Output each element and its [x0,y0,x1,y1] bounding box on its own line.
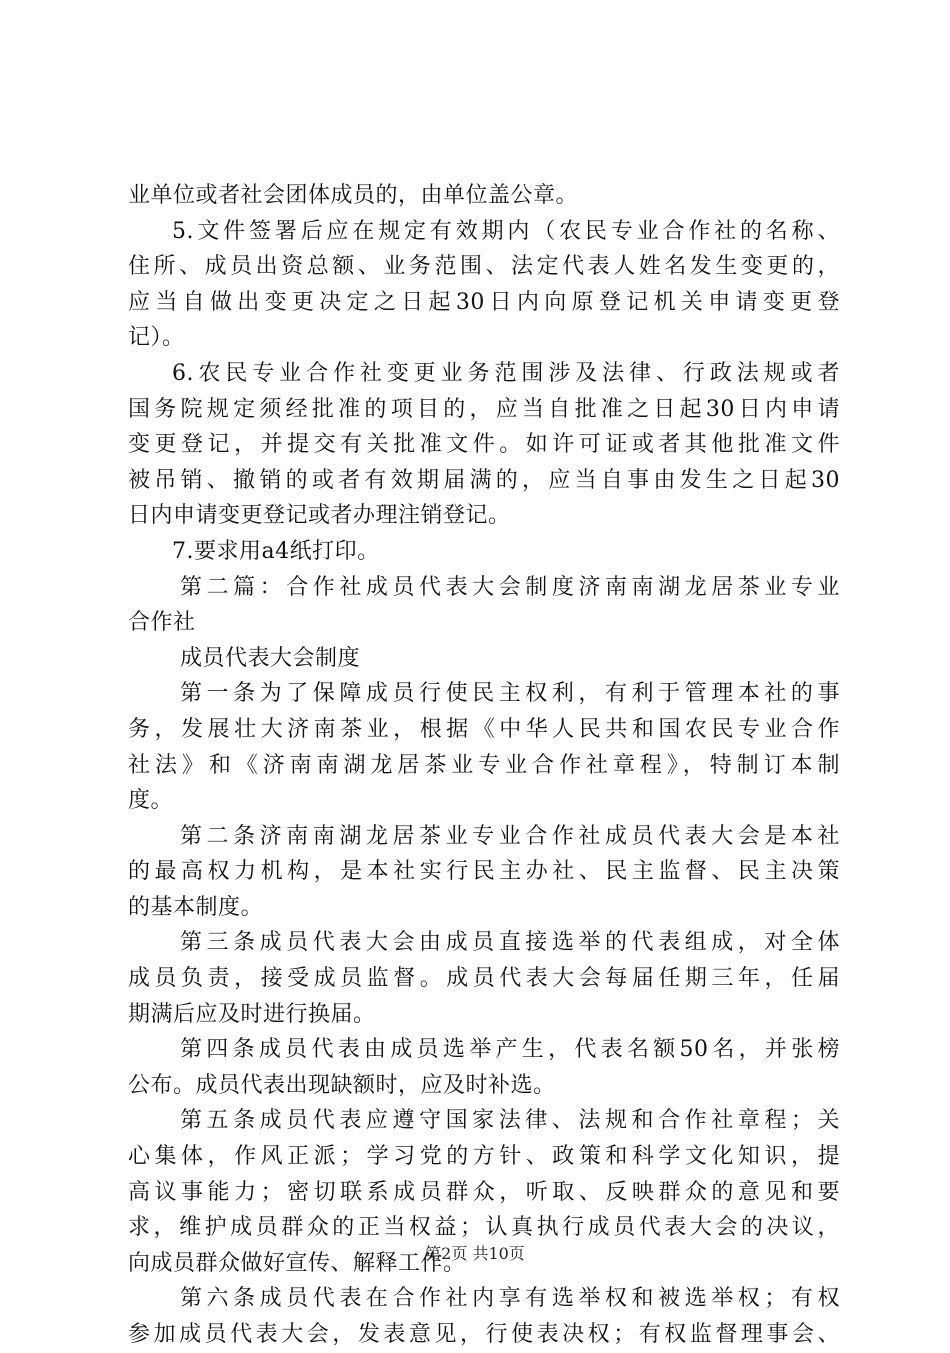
text-line: 国务院规定须经批准的项目的，应当自批准之日起30日内申请 [128,396,840,422]
text-line: 的最高权力机构，是本社实行民主办社、民主监督、民主决策 [128,859,840,885]
text-line: 应当自做出变更决定之日起30日内向原登记机关申请变更登 [128,289,840,315]
text-line: 7.要求用a4纸打印。 [172,538,380,564]
text-line: 业单位或者社会团体成员的，由单位盖公章。 [128,183,579,208]
text-line: 日内申请变更登记或者办理注销登记。 [128,503,511,529]
text-line: 成员负责，接受成员监督。成员代表大会每届任期三年，任届 [128,966,840,992]
text-line: 务，发展壮大济南茶业，根据《中华人民共和国农民专业合作 [128,716,840,742]
text-line: 求，维护成员群众的正当权益；认真执行成员代表大会的决议， [128,1215,840,1241]
text-line: 社法》和《济南南湖龙居茶业专业合作社章程》，特制订本制 [128,752,840,778]
text-line: 记）。 [128,325,185,351]
text-line: 度。 [128,788,174,814]
text-line: 第二条济南南湖龙居茶业专业合作社成员代表大会是本社 [180,823,840,849]
section-heading-line: 合作社 [128,610,196,636]
text-line: 期满后应及时进行换届。 [128,1001,376,1027]
text-line: 6.农民专业合作社变更业务范围涉及法律、行政法规或者 [172,360,840,386]
text-line: 第一条为了保障成员行使民主权利，有利于管理本社的事 [180,681,840,707]
section-subtitle: 成员代表大会制度 [180,645,361,671]
section-heading-line: 第二篇：合作社成员代表大会制度济南南湖龙居茶业专业 [180,574,840,600]
document-body [128,178,840,1353]
text-line: 第三条成员代表大会由成员直接选举的代表组成，对全体 [180,930,840,956]
text-line: 的基本制度。 [128,894,264,920]
text-line: 第五条成员代表应遵守国家法律、法规和合作社章程；关 [180,1108,840,1134]
text-line: 公布。成员代表出现缺额时，应及时补选。 [128,1072,556,1098]
page-number-footer: 第2页 共10页 [425,1244,525,1263]
text-line: 住所、成员出资总额、业务范围、法定代表人姓名发生变更的， [128,254,840,280]
text-line: 向成员群众做好宣传、解释工作。 [128,1250,466,1276]
text-line: 变更登记，并提交有关批准文件。如许可证或者其他批准文件 [128,432,840,458]
text-line: 心集体，作风正派；学习党的方针、政策和科学文化知识，提 [128,1144,840,1170]
text-line: 被吊销、撤销的或者有效期届满的，应当自事由发生之日起30 [128,467,840,493]
text-line: 第四条成员代表由成员选举产生，代表名额50名，并张榜 [180,1037,840,1063]
text-line: 高议事能力；密切联系成员群众，听取、反映群众的意见和要 [128,1179,840,1205]
text-line: 参加成员代表大会，发表意见，行使表决权；有权监督理事会、 [128,1322,840,1347]
text-line: 5.文件签署后应在规定有效期内（农民专业合作社的名称、 [172,218,840,244]
text-line: 第六条成员代表在合作社内享有选举权和被选举权；有权 [180,1286,840,1312]
